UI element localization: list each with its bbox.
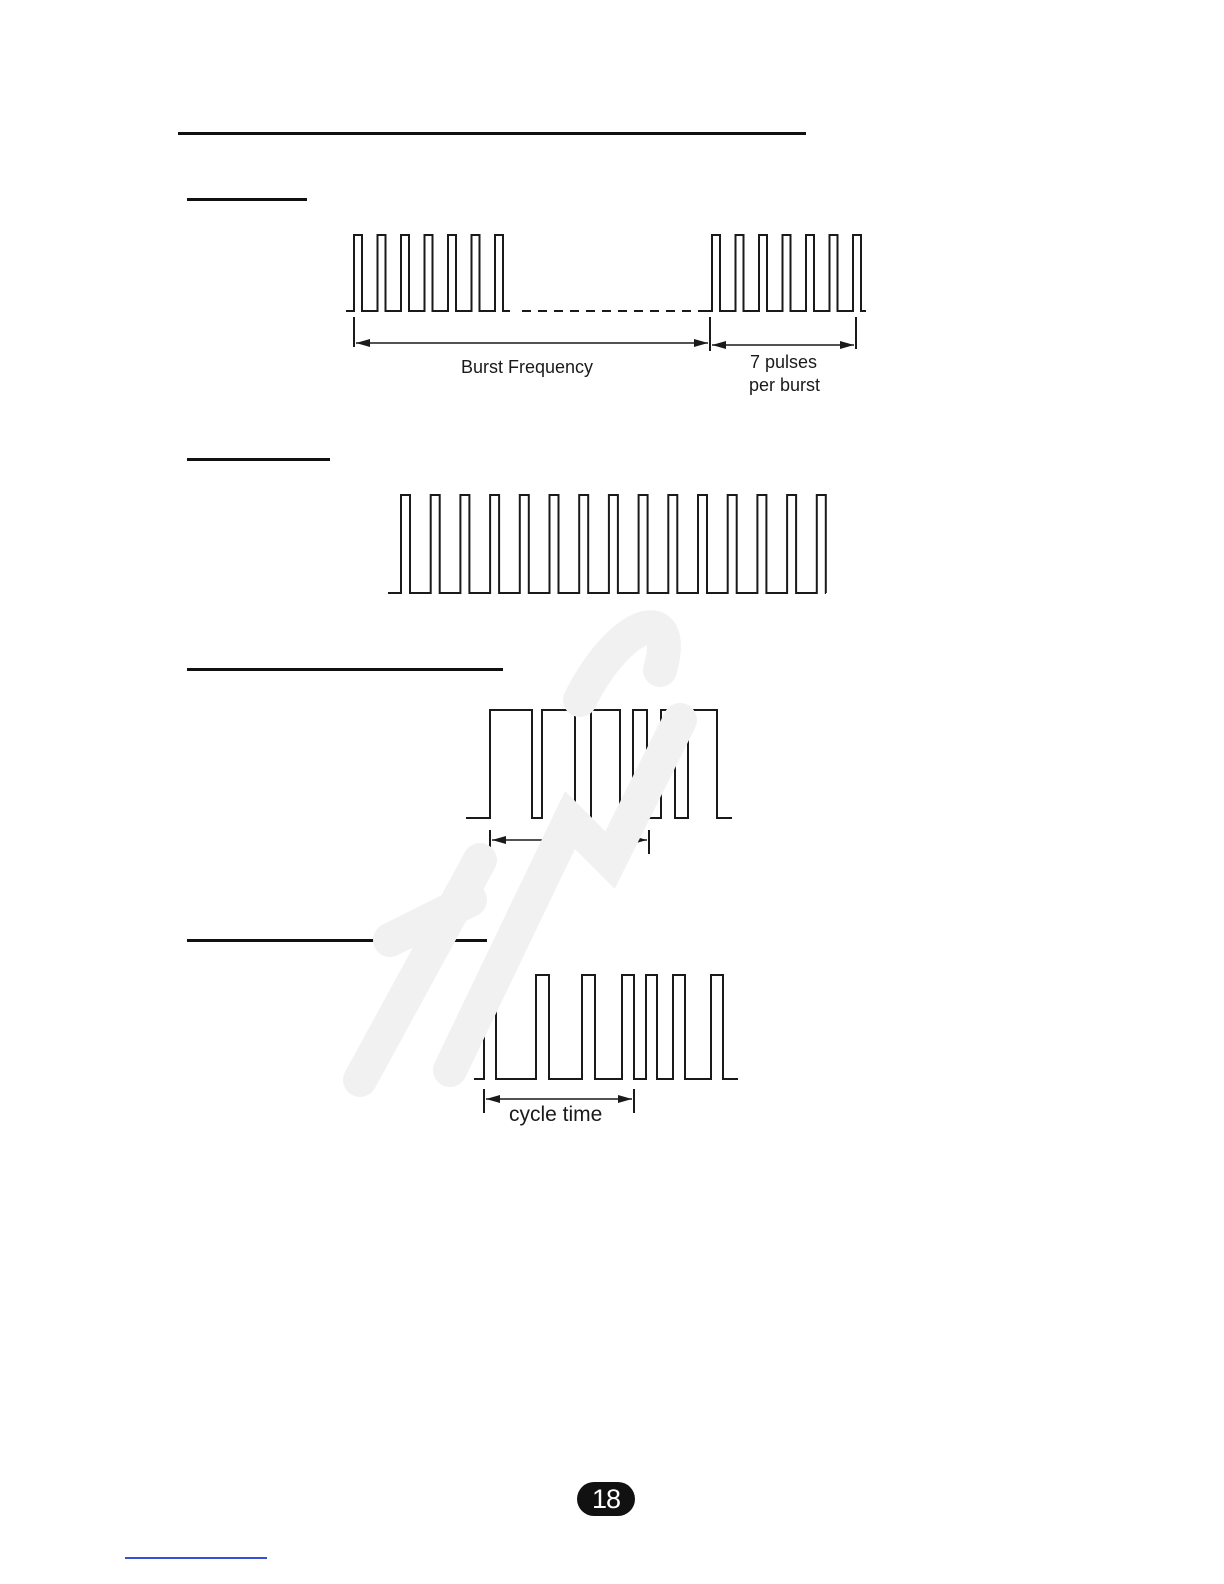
modulated-waveform-diagram [450, 700, 750, 870]
cycle-waveform-diagram [460, 965, 760, 1145]
continuous-pulses [388, 495, 826, 593]
cycle-time-label: cycle time [509, 1103, 603, 1126]
cycle-arrow-right [618, 1095, 632, 1103]
cycle-arrow-left [486, 1095, 500, 1103]
burst-frequency-arrow-left [356, 339, 370, 347]
period-arrow-right [633, 836, 647, 844]
burst-frequency-arrow-right [694, 339, 708, 347]
section-4-heading-rule [187, 939, 487, 942]
modulated-waveform-svg [450, 700, 750, 870]
burst-2-pulses [706, 235, 866, 311]
burst-frequency-label: Burst Frequency [461, 357, 594, 377]
footer-link-underline[interactable] [125, 1557, 267, 1559]
cycle-waveform-svg [460, 965, 760, 1145]
period-arrow-left [492, 836, 506, 844]
pulses-per-burst-label-line2: per burst [749, 375, 821, 395]
burst-waveform-diagram [340, 225, 880, 405]
modulated-pulses [466, 710, 732, 818]
page-number: 18 [591, 1483, 621, 1514]
page-number-badge [577, 1482, 635, 1516]
header-rule [178, 132, 806, 135]
cycle-pulses [474, 975, 738, 1079]
pulses-arrow-right [840, 341, 854, 349]
section-1-heading-rule [187, 198, 307, 201]
section-3-heading-rule [187, 668, 503, 671]
continuous-waveform-diagram [380, 485, 840, 605]
burst-1-pulses [346, 235, 510, 311]
pulses-arrow-left [712, 341, 726, 349]
section-2-heading-rule [187, 458, 330, 461]
continuous-waveform-svg [380, 485, 840, 605]
pulses-per-burst-label-line1: 7 pulses [750, 352, 818, 372]
